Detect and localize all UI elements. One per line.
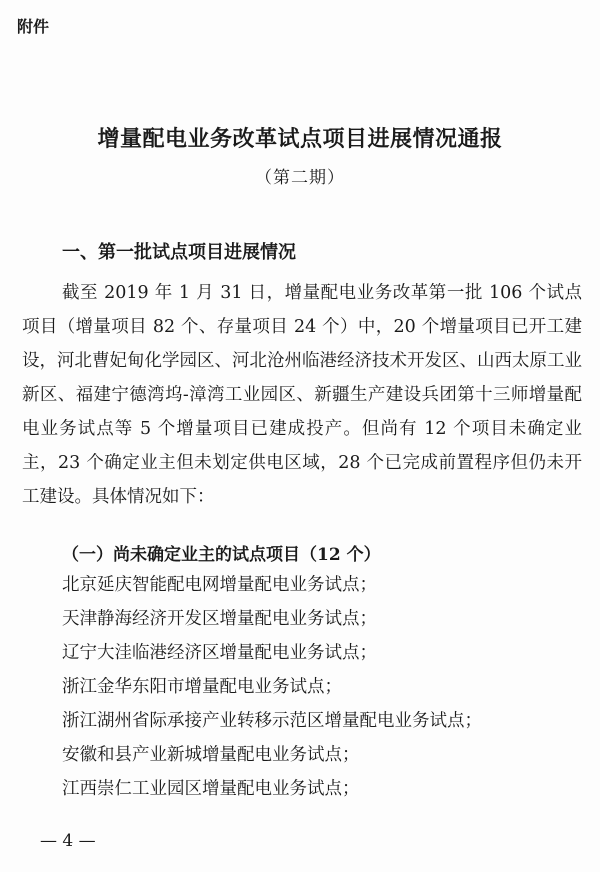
- document-title: 增量配电业务改革试点项目进展情况通报: [97, 127, 503, 152]
- list-item: 江西崇仁工业园区增量配电业务试点；: [62, 779, 360, 799]
- body-paragraph: 截至 2019 年 1 月 31 日，增量配电业务改革第一批 106 个试点项目（增量项目 82 个、存量项目 24 个）中，20 个增量项目已开工建设，河北曹妃甸化学园区、河北沧州临港经济技术开发区、山西太原工业新区、福建宁德湾坞-漳湾工业园区、新疆生产建设兵团第十三师增量配电业务试点等 5 个增量项目已建成投产。但尚有 12 个项目未确定业主，23 个确定业主但未划定供电区域，28 个已完成前置程序但仍未开工建设。具体情况如下：: [22, 283, 582, 507]
- subsection-heading: （一）尚未确定业主的试点项目（12 个）: [62, 545, 381, 565]
- list-item: 浙江金华东阳市增量配电业务试点；: [62, 677, 342, 697]
- section-heading: 一、第一批试点项目进展情况: [62, 242, 296, 263]
- list-item: 天津静海经济开发区增量配电业务试点；: [62, 609, 377, 629]
- attachment-label: 附件: [17, 17, 50, 36]
- list-item: 辽宁大洼临港经济区增量配电业务试点；: [62, 643, 377, 663]
- pilot-project-list: [62, 568, 482, 806]
- page-number: — 4 —: [40, 831, 96, 851]
- document-subtitle: （第二期）: [255, 168, 345, 188]
- list-item: 北京延庆智能配电网增量配电业务试点；: [62, 575, 377, 595]
- list-item: 安徽和县产业新城增量配电业务试点；: [62, 745, 360, 765]
- list-item: 浙江湖州省际承接产业转移示范区增量配电业务试点；: [62, 711, 482, 731]
